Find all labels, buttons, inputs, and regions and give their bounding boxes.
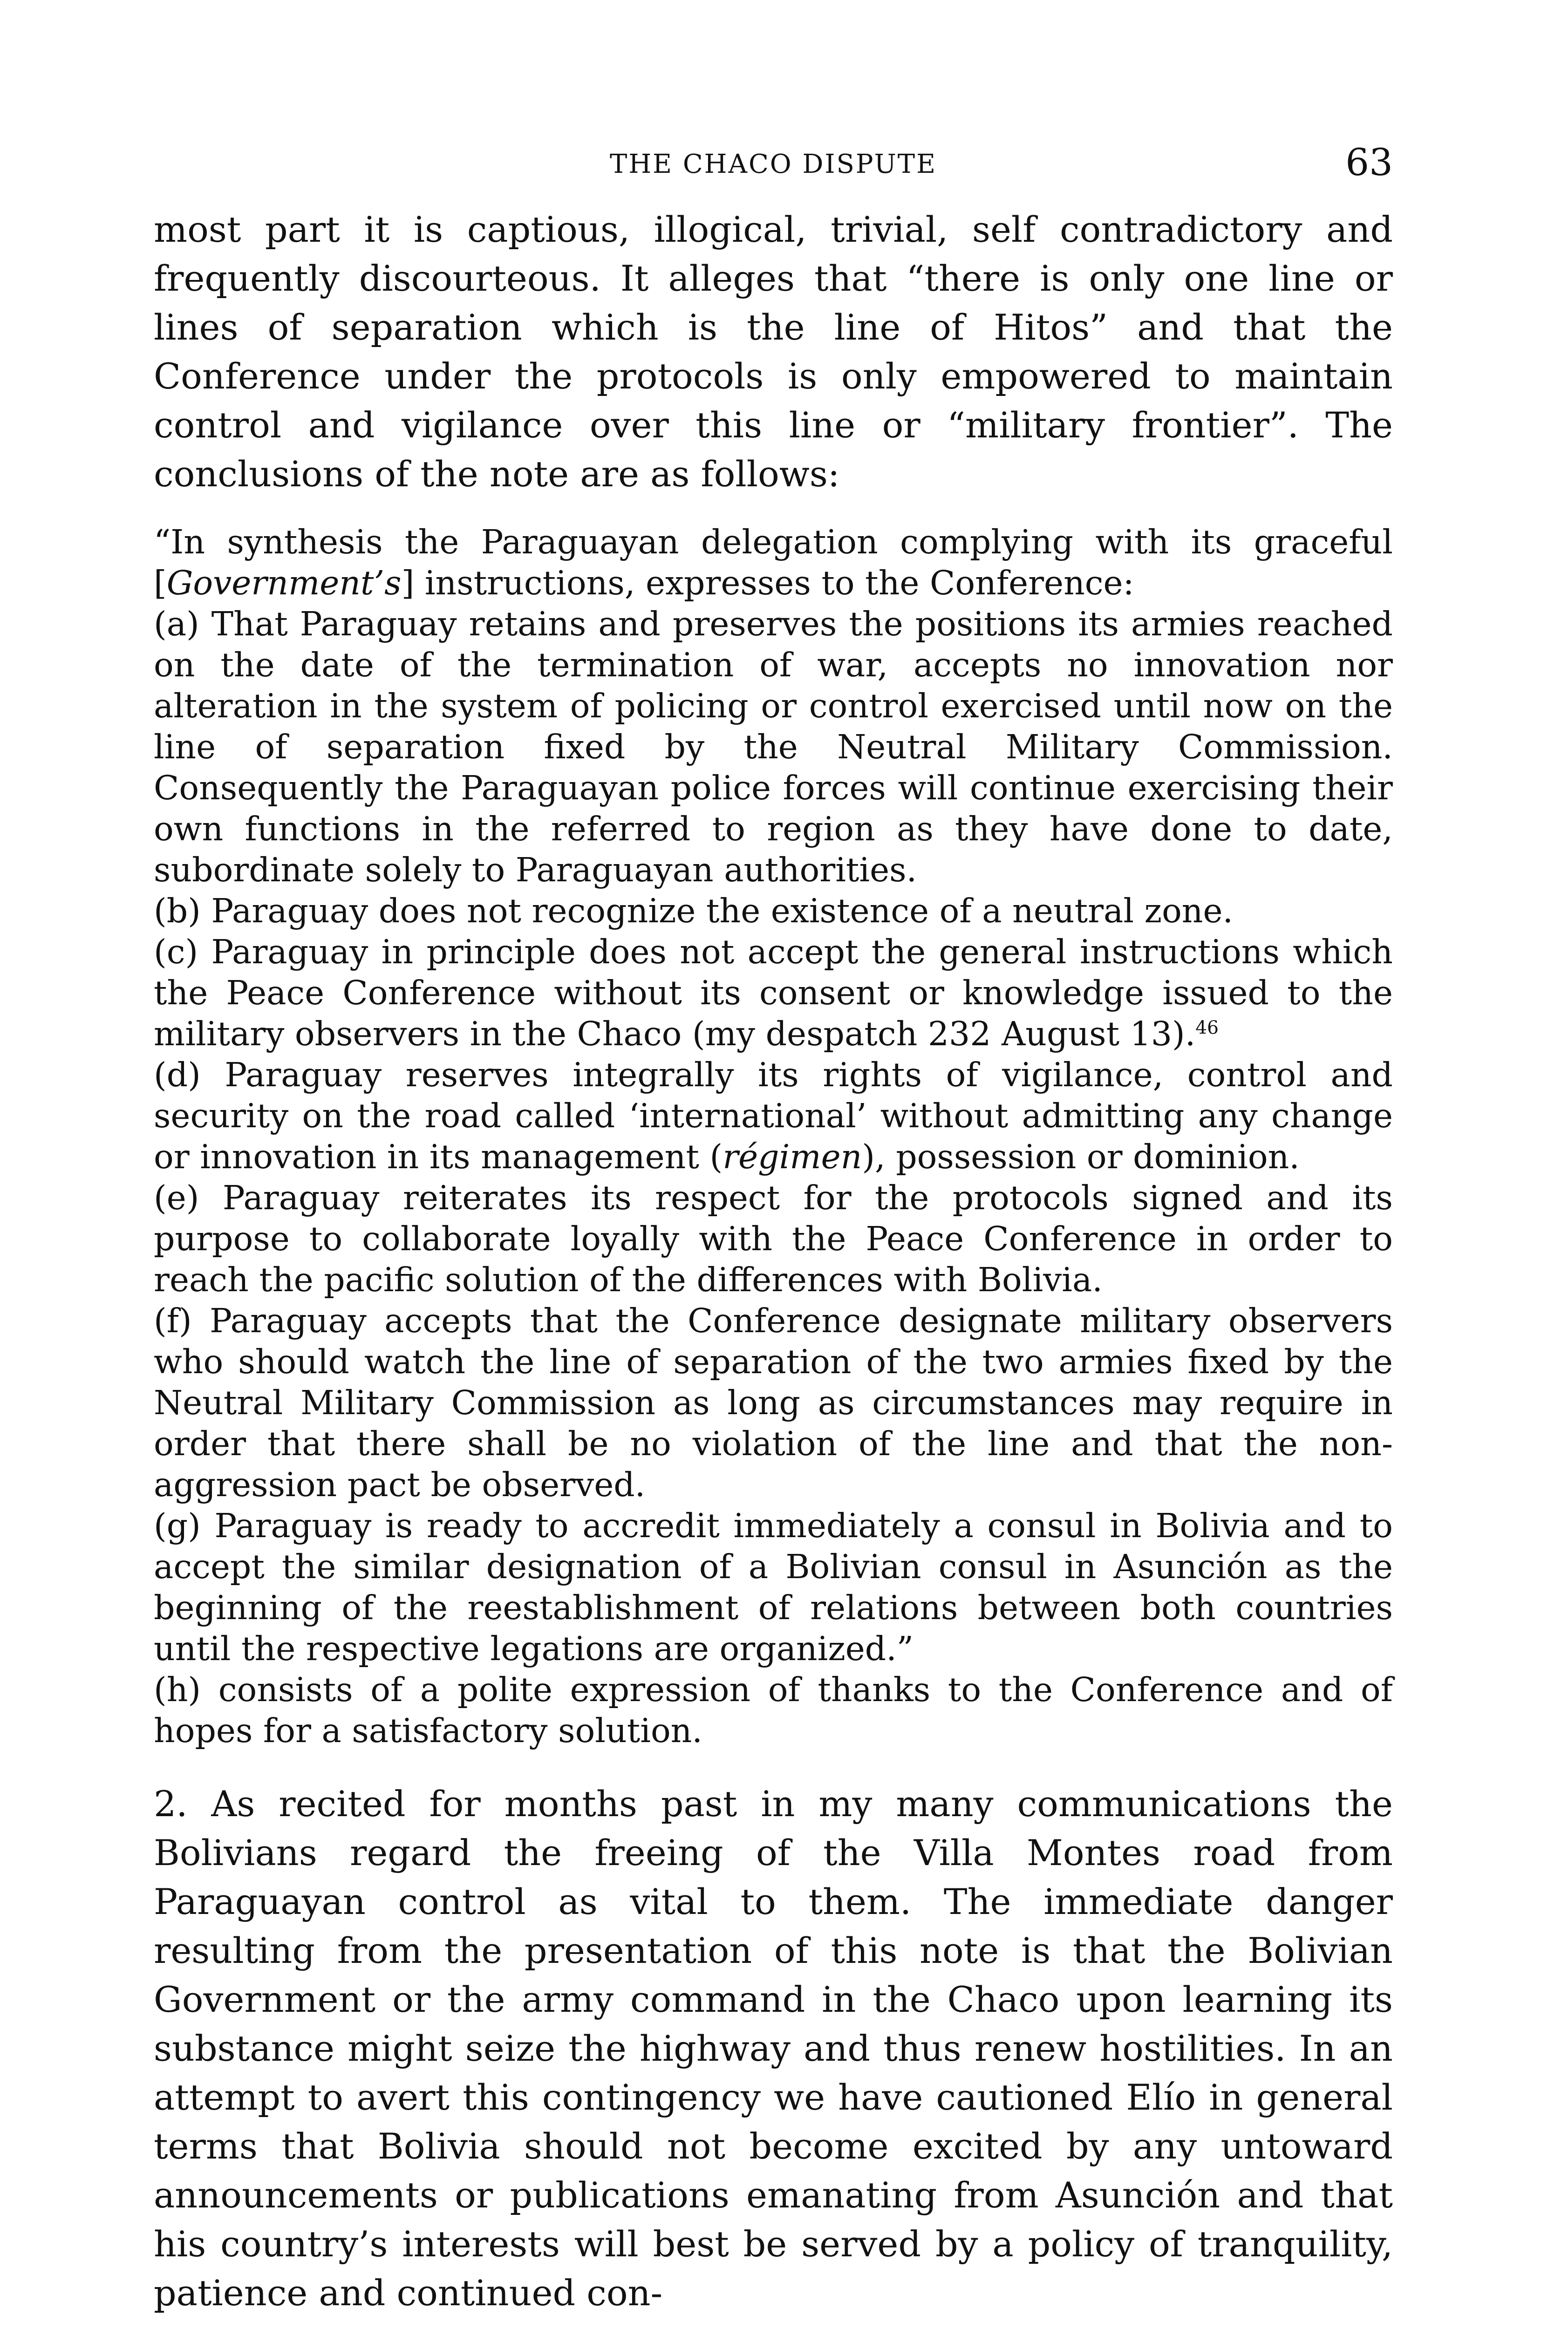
page-header [154,135,1393,186]
document-page [154,135,1393,2329]
quote-item-d: (d) Paraguay reserves integrally its rights of vigilance, control and security on the road called ‘international’ without admitting any change or innovation in its management (régimen), possession or dominion. [154,1056,1393,1176]
quote-item-h: (h) consists of a polite expression of thanks to the Conference and of hopes for a satisfactory solution. [154,1670,1393,1750]
quote-item-g: (g) Paraguay is ready to accredit immediately a consul in Bolivia and to accept the similar designation of a Bolivian consul in Asunción as the beginning of the reestablishment of relations between both countries until the respective legations are organized.” [154,1506,1393,1668]
item-marker: (h) [154,1670,201,1709]
quote-item-c: (c) Paraguay in principle does not accept the general instructions which the Peace Conference without its consent or knowledge issued to the military observers in the Chaco (my despatch 232 August 13).$^{46}$ [154,933,1393,1053]
quote-intro: “In synthesis the Paraguayan delegation complying with its graceful [Government’s] instructions, expresses to the Conference: [154,523,1393,602]
item-marker: (c) [154,933,198,971]
item-marker: (e) [154,1178,199,1217]
paragraph-1: most part it is captious, illogical, trivial, self contradictory and frequently discourteous. It alleges that “there is only one line or lines of separation which is the line of Hitos” and that the Conference under the protocols is only empowered to maintain control and vigilance over this line or “military frontier”. The conclusions of the note are as follows: [154,209,1393,495]
item-marker: (g) [154,1506,201,1545]
quote-item-e: (e) Paraguay reiterates its respect for the protocols signed and its purpose to collaborate loyally with the Peace Conference in order to reach the pacific solution of the differences with Bolivia. [154,1178,1393,1299]
quote-item-f: (f) Paraguay accepts that the Conference designate military observers who should watch the line of separation of the two armies fixed by the Neutral Military Commission as long as circumstances may require in order that there shall be no violation of the line and that the non-aggression pact be observed. [154,1301,1393,1504]
footnote-reference: 46 [1195,1017,1219,1039]
quote-intro-italic: Government’s [166,564,402,602]
paragraph-2: 2. As recited for months past in my many communications the Bolivians regard the freeing of the Villa Montes road from Paraguayan control as vital to them. The immediate danger resulting from the presentation of this note is that the Bolivian Government or the army command in the Chaco upon learning its substance might seize the highway and thus renew hostilities. In an attempt to avert this contingency we have cautioned Elío in general terms that Bolivia should not become excited by any untoward announcements or publications emanating from Asunción and that his country’s interests will best be served by a policy of tranquility, patience and continued con- [154,1783,1393,2314]
item-marker: (b) [154,892,201,930]
item-marker: (d) [154,1056,201,1094]
item-marker: (f) [154,1301,192,1340]
running-title: THE CHACO DISPUTE [609,149,937,179]
quote-item-b: (b) Paraguay does not recognize the existence of a neutral zone. [154,892,1234,930]
quote-item-a: (a) That Paraguay retains and preserves the positions its armies reached on the date of the termination of war, accepts no innovation nor alteration in the system of policing or control exercised until now on the line of separation fixed by the Neutral Military Commission. Consequently the Paraguayan police forces will continue exercising their own functions in the referred to region as they have done to date, subordinate solely to Paraguayan authorities. [154,605,1393,889]
page-number: 63 [1345,141,1393,184]
item-marker: (a) [154,605,199,643]
quoted-note [154,522,1393,1751]
